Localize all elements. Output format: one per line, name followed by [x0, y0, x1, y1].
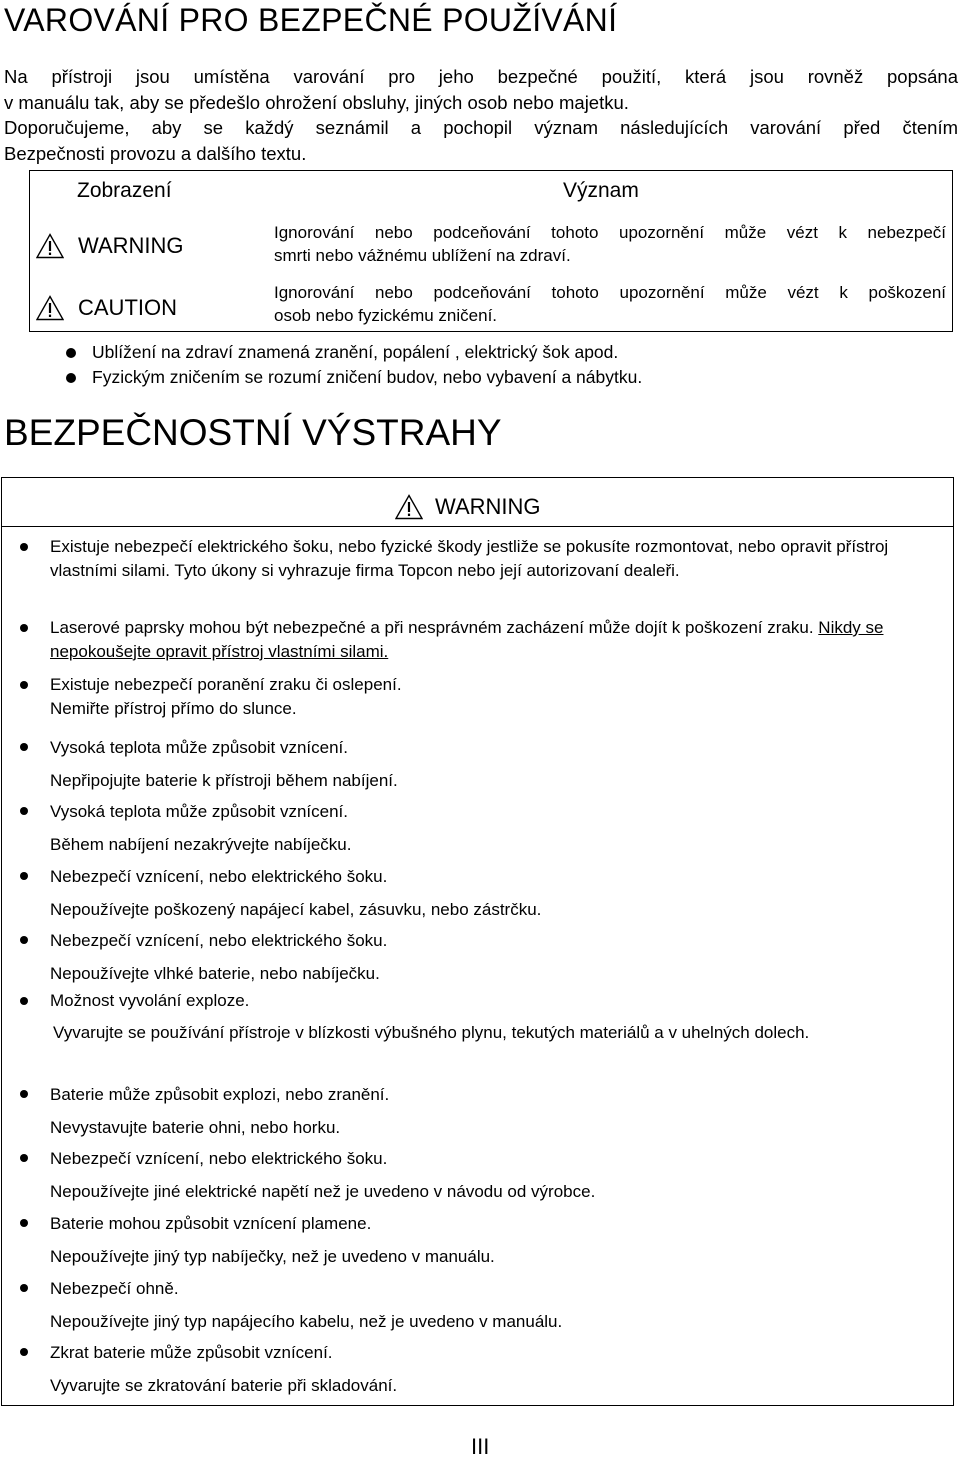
bullet-icon: [20, 1154, 28, 1162]
divider: [2, 526, 953, 527]
warning-instruction: Vyvarujte se používání přístroje v blízkosti výbušného plynu, tekutých materiálů a v uhelných dolech.: [53, 1022, 810, 1042]
bullet-icon: [20, 624, 28, 632]
warning-head: Vysoká teplota může způsobit vznícení.: [50, 802, 348, 821]
warning-instruction: Vyvarujte se zkratování baterie při skladování.: [50, 1376, 398, 1395]
bullet-icon: [20, 743, 28, 751]
bullet-icon: [20, 936, 28, 944]
meaning-line: osob nebo fyzickému zničení.: [274, 306, 498, 325]
signal-label-warning: [36, 233, 184, 259]
page-number: III: [471, 1434, 490, 1459]
signal-meaning: [274, 281, 946, 327]
warning-line: Laserové paprsky mohou být nebezpečné a při nesprávném zacházení může dojít k poškození: [50, 618, 763, 637]
signal-word: WARNING: [435, 494, 541, 519]
warning-instruction: Nepoužívejte jiný typ napájecího kabelu, než je uvedeno v manuálu.: [50, 1312, 563, 1331]
intro-line: Doporučujeme, aby se každý seznámil a pochopil význam následujících varování před čtením: [4, 117, 958, 138]
intro-text: [4, 64, 958, 166]
warning-head: Nebezpečí vznícení, nebo elektrického šoku.: [50, 867, 388, 886]
bullet-icon: [20, 1348, 28, 1356]
warning-head: Existuje nebezpečí poranění zraku či oslepení.: [50, 675, 402, 694]
definition-notes: [66, 340, 642, 390]
warning-line: Existuje nebezpečí elektrického šoku, nebo fyzické škody jestliže se pokusíte rozmontovat, nebo: [50, 537, 776, 556]
signal-meaning: [274, 221, 946, 267]
warning-item: [50, 1142, 930, 1208]
warning-instruction: Během nabíjení nezakrývejte nabíječku.: [50, 835, 352, 854]
intro-line: Bezpečnosti provozu a dalšího textu.: [4, 142, 307, 164]
warning-instruction: Nepoužívejte jiný typ nabíječky, než je uvedeno v manuálu.: [50, 1247, 495, 1266]
warning-item: [50, 535, 930, 582]
signal-word: CAUTION: [78, 295, 177, 320]
warnings-header: [395, 494, 541, 520]
warning-head: Vysoká teplota může způsobit vznícení.: [50, 738, 348, 757]
warning-item: [50, 616, 930, 663]
section-title: BEZPEČNOSTNÍ VÝSTRAHY: [4, 412, 502, 453]
warning-item: [50, 1272, 930, 1338]
meaning-line: smrti nebo vážnému ublížení na zdraví.: [274, 246, 571, 265]
signal-word: WARNING: [78, 233, 184, 258]
warning-instruction: Nemiřte přístroj přímo do slunce.: [50, 698, 297, 718]
warning-triangle-icon: [36, 233, 64, 259]
warning-emphasis: Nikdy se nepokoušejte opravit přístroj vlastními silami.: [50, 618, 884, 661]
warning-item: [50, 1336, 930, 1402]
warning-head: Možnost vyvolání exploze.: [50, 991, 250, 1010]
warning-item: [50, 673, 930, 720]
warning-head: Nebezpečí vznícení, nebo elektrického šoku.: [50, 931, 388, 950]
warnings-box: [1, 477, 954, 1406]
warning-line: dealeři.: [623, 560, 680, 580]
bullet-icon: [20, 1090, 28, 1098]
warning-head: Baterie mohou způsobit vznícení plamene.: [50, 1214, 372, 1233]
warning-item: [50, 731, 930, 797]
bullet-icon: [20, 1219, 28, 1227]
warning-text: zraku.: [767, 618, 819, 637]
warning-instruction: Nepoužívejte poškozený napájecí kabel, zásuvku, nebo zástrčku.: [50, 900, 542, 919]
warning-head: Zkrat baterie může způsobit vznícení.: [50, 1343, 333, 1362]
bullet-icon: [20, 872, 28, 880]
warning-line: opravit přístroj vlastními silami. Tyto úkony si vyhrazuje firma Topcon nebo její autorizovaní: [50, 537, 889, 580]
warning-item: [50, 1078, 930, 1144]
warning-head: Baterie může způsobit explozi, nebo zranění.: [50, 1085, 390, 1104]
warning-triangle-icon: [36, 295, 64, 321]
warning-instruction: Nepřipojujte baterie k přístroji během nabíjení.: [50, 771, 398, 790]
list-item: Fyzickým zničením se rozumí zničení budov, nebo vybavení a nábytku.: [66, 365, 642, 390]
bullet-icon: [20, 1284, 28, 1292]
list-item: Ublížení na zdraví znamená zranění, popálení , elektrický šok apod.: [66, 340, 642, 365]
page-title: VAROVÁNÍ PRO BEZPEČNÉ POUŽÍVÁNÍ: [4, 2, 618, 38]
signal-label-caution: [36, 295, 177, 321]
warning-head: Nebezpečí ohně.: [50, 1279, 179, 1298]
bullet-icon: [20, 543, 28, 551]
meaning-line: Ignorování nebo podceňování tohoto upozornění může vézt k poškození: [274, 283, 946, 302]
warning-triangle-icon: [395, 494, 423, 520]
intro-line: v manuálu tak, aby se předešlo ohrožení obsluhy, jiných osob nebo majetku.: [4, 91, 629, 113]
intro-line: Na přístroji jsou umístěna varování pro jeho bezpečné použití, která jsou rovněž popsána: [4, 66, 958, 87]
intro-paragraph-1: [4, 64, 958, 115]
warning-item: [50, 795, 930, 861]
warning-item: [50, 989, 930, 1044]
bullet-icon: [20, 681, 28, 689]
warning-item: [50, 860, 930, 926]
warning-instruction: Nepoužívejte vlhké baterie, nebo nabíječku.: [50, 964, 380, 983]
column-header-display: Zobrazení: [77, 179, 172, 202]
warning-head: Nebezpečí vznícení, nebo elektrického šoku.: [50, 1149, 388, 1168]
column-header-meaning: Význam: [563, 179, 639, 202]
meaning-line: Ignorování nebo podceňování tohoto upozornění může vézt k nebezpečí: [274, 223, 946, 242]
signal-word-table: [29, 170, 953, 332]
bullet-icon: [20, 807, 28, 815]
warning-item: [50, 924, 930, 990]
intro-paragraph-2: [4, 115, 958, 166]
warning-item: [50, 1207, 930, 1273]
bullet-icon: [20, 997, 28, 1005]
warning-instruction: Nepoužívejte jiné elektrické napětí než je uvedeno v návodu od výrobce.: [50, 1182, 596, 1201]
warning-instruction: Nevystavujte baterie ohni, nebo horku.: [50, 1118, 341, 1137]
